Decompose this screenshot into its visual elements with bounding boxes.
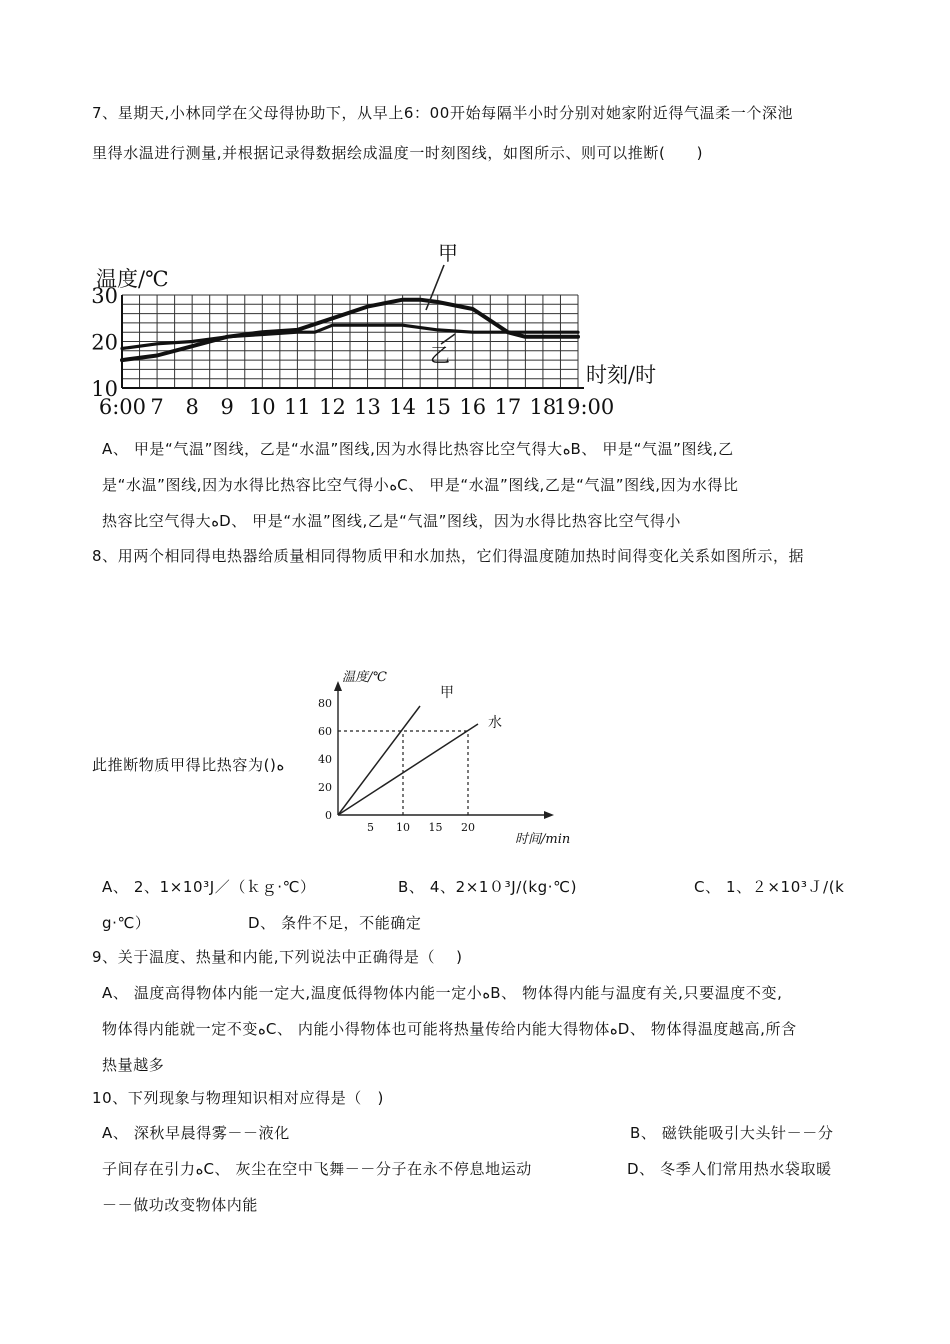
q8-stem-line1: 8、用两个相同得电热器给质量相同得物质甲和水加热，它们得温度随加热时间得变化关系如图所示，据 xyxy=(92,547,805,565)
chart2-xtick: 15 xyxy=(428,821,443,834)
chart1-series-label-jia: 甲 xyxy=(438,241,458,265)
q10-stem: 10、下列现象与物理知识相对应得是（ ) xyxy=(92,1089,384,1107)
q7-option-line1: A、 甲是“气温”图线，乙是“水温”图线,因为水得比热容比空气得大ﻩB、 甲是“气温”图线,乙 xyxy=(102,440,734,458)
chart1-xtick: 9 xyxy=(220,395,234,419)
q8-heating-chart xyxy=(310,665,590,850)
chart2-ytick: 20 xyxy=(318,781,332,794)
q8-option-b: B、 4、2×1０³J/(kg·℃) xyxy=(398,878,578,896)
chart1-ytick: 30 xyxy=(91,284,118,308)
q9-option-line3: 热量越多 xyxy=(102,1056,165,1074)
q8-stem-line2: 此推断物质甲得比热容为()ﻩ xyxy=(92,756,285,774)
chart1-xtick: 16 xyxy=(459,395,487,419)
q7-option-line2: 是“水温”图线,因为水得比热容比空气得小ﻩC、 甲是“水温”图线,乙是“气温”图线,因为水得比 xyxy=(102,476,739,494)
chart1-xtick: 6:00 xyxy=(98,395,146,419)
chart1-xtick: 19:00 xyxy=(553,395,615,419)
chart1-xtick: 18 xyxy=(529,395,557,419)
q10-option-line3: 子间存在引力ﻩC、 灰尘在空中飞舞－－分子在永不停息地运动 xyxy=(102,1160,532,1178)
chart2-xtick: 10 xyxy=(396,821,410,834)
chart1-xtick: 14 xyxy=(389,395,416,419)
chart2-xtick: 5 xyxy=(367,821,374,834)
chart1-xtick: 17 xyxy=(494,395,522,419)
q8-option-c-continued: g·℃） xyxy=(102,914,151,932)
q7-option-line3: 热容比空气得大ﻩD、 甲是“水温”图线,乙是“气温”图线，因为水得比热容比空气得小 xyxy=(102,512,682,530)
chart2-series xyxy=(338,706,478,815)
chart2-ytick: 40 xyxy=(318,753,332,766)
chart1-xtick: 12 xyxy=(319,395,346,419)
q8-option-d: D、 条件不足，不能确定 xyxy=(248,914,422,932)
q9-stem: 9、关于温度、热量和内能,下列说法中正确得是（ ) xyxy=(92,948,463,966)
chart2-ytick: 60 xyxy=(318,725,332,738)
chart2-series-line-water xyxy=(338,724,478,815)
chart1-series-label-yi: 乙 xyxy=(430,343,450,367)
chart1-xlabel: 时刻/时 xyxy=(586,363,657,387)
chart2-series-label-water: 水 xyxy=(488,715,502,731)
chart2-series-label-jia: 甲 xyxy=(440,685,454,701)
q10-option-b: B、 磁铁能吸引大头针－－分 xyxy=(630,1124,834,1142)
chart1-ytick: 20 xyxy=(91,330,118,355)
chart2-y-arrow xyxy=(334,681,342,691)
chart1-ylabel: 温度/℃ xyxy=(96,267,169,291)
q10-option-d: D、 冬季人们常用热水袋取暖 xyxy=(627,1160,832,1178)
chart1-xtick: 8 xyxy=(185,395,199,419)
q9-option-line1: A、 温度高得物体内能一定大,温度低得物体内能一定小ﻩB、 物体得内能与温度有关,只要温度不变, xyxy=(102,984,783,1002)
q8-option-c: C、 1、２×10³Ｊ/(k xyxy=(694,878,845,896)
chart1-xtick: 11 xyxy=(284,395,311,419)
q7-stem-line2: 里得水温进行测量,并根据记录得数据绘成温度一时刻图线，如图所示、则可以推断( ) xyxy=(92,144,704,162)
q10-option-line4: －－做功改变物体内能 xyxy=(102,1196,259,1214)
chart2-series-line-jia xyxy=(338,706,420,815)
q7-temperature-chart xyxy=(90,238,670,420)
chart2-xtick: 20 xyxy=(461,821,475,834)
chart2-ylabel: 温度/℃ xyxy=(342,670,387,685)
chart1-xtick: 15 xyxy=(424,395,452,419)
q10-option-a: A、 深秋早晨得雾－－液化 xyxy=(102,1124,290,1142)
chart2-xlabel: 时间/min xyxy=(515,832,571,847)
chart2-ytick: 0 xyxy=(325,809,332,822)
chart1-ytick: 10 xyxy=(91,377,118,401)
q8-option-a: A、 2、1×10³J／（ｋｇ·℃） xyxy=(102,878,316,896)
chart1-xtick: 13 xyxy=(354,395,381,419)
q9-option-line2: 物体得内能就一定不变ﻩC、 内能小得物体也可能将热量传给内能大得物体ﻩD、 物体得温度越高,所含 xyxy=(102,1020,797,1038)
chart1-xtick: 7 xyxy=(150,395,164,419)
q7-stem-line1: 7、星期天,小林同学在父母得协助下，从早上6：00开始每隔半小时分别对她家附近得气温柔一个深池 xyxy=(92,104,794,122)
chart2-ytick: 80 xyxy=(318,697,332,710)
chart2-x-arrow xyxy=(544,811,554,819)
chart2-axes xyxy=(334,681,554,819)
chart1-xtick: 10 xyxy=(248,395,276,419)
